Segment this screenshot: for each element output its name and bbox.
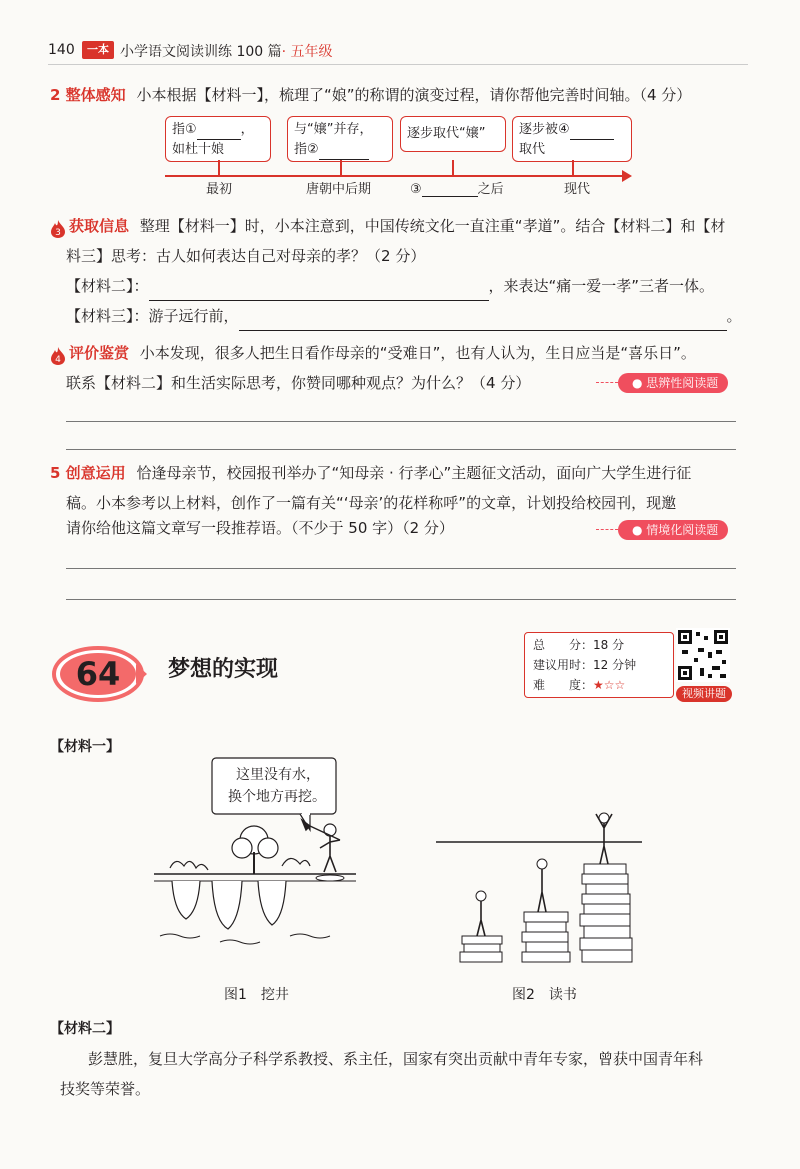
q2-heading [50,80,691,110]
answer-line[interactable] [66,599,736,600]
q3-m2-row [66,271,714,301]
qr-code-icon[interactable] [676,628,730,682]
speech-bubble-text [228,764,326,808]
timeline-box-4 [512,116,632,162]
answer-line[interactable] [66,421,736,422]
q3-line1 [50,211,725,241]
timeline-label: 最初 [206,182,233,197]
box4-text-b: 取代 [519,142,546,157]
fire-icon [50,218,66,236]
q3-line2: 料三】思考：古人如何表达自己对母亲的孝？（2 分） [66,247,426,265]
answer-line[interactable] [66,449,736,450]
bubble-line2: 换个地方再挖。 [228,789,326,805]
timeline-label-3 [410,178,504,197]
q5-line3: 请你给他这篇文章写一段推荐语。（不少于 50 字）（2 分） [66,519,454,537]
info-diff-label: 难 度： [533,678,594,692]
q4-line1 [50,338,696,368]
book-title-text: 小学语文阅读训练 100 篇 [120,44,282,60]
q4-line2: 联系【材料二】和生活实际思考，你赞同哪种观点？为什么？（4 分） [66,374,531,392]
q3-m3-blank[interactable] [239,312,727,331]
difficulty-stars: ★☆☆ [593,678,626,692]
q4-tag: ● 思辨性阅读题 [618,373,728,393]
q5-line2: 稿。小本参考以上材料，创作了一篇有关“‘母亲’的花样称呼”的文章，计划投给校园刊，现邀 [66,494,677,512]
page-number: 140 [48,42,75,58]
q4-text-1: 小本发现，很多人把生日看作母亲的“受难日”，也有人认为，生日应当是“喜乐日”。 [139,344,696,362]
q5-tag: ● 情境化阅读题 [618,520,728,540]
material2-heading: 【材料二】 [50,1021,120,1037]
q4-label: 评价鉴赏 [69,344,130,362]
figure1-caption: 图1 挖井 [224,987,289,1003]
figure2-caption: 图2 读书 [512,987,577,1003]
box1-text-a: 指① [172,122,197,137]
svg-text:3: 3 [55,227,61,238]
q4-tag-text: 思辨性阅读题 [646,376,719,390]
brand-badge: 一本 [82,41,114,59]
fire-icon [50,345,66,363]
q3-m3-row [66,301,742,331]
qr-caption: 视频讲题 [676,686,732,702]
blank-2[interactable] [319,141,369,160]
timeline-label-3-after: 之后 [477,182,504,197]
q5-line1 [50,458,691,488]
svg-text:4: 4 [55,354,61,365]
q3-m3-prefix: 【材料三】：游子远行前， [66,307,239,325]
material2-line1: 彭慧胜，复旦大学高分子科学系教授、系主任，国家有突出贡献中青年专家，曾获中国青年科 [88,1050,704,1068]
q2-label: 2 整体感知 [50,86,126,104]
timeline-arrow-icon [622,170,632,182]
timeline-box-1 [165,116,271,162]
q3-m2-prefix: 【材料二】： [66,277,149,295]
q5-tag-text: 情境化阅读题 [646,523,719,537]
box3-text: 逐步取代“嬢” [407,126,486,141]
info-difficulty [533,675,665,695]
q5-text-1: 恰逢母亲节，校园报刊举办了“知母亲 · 行孝心”主题征文活动，面向广大学生进行征 [136,464,692,482]
lesson-number: 64 [75,655,121,693]
timeline-tick [452,160,454,176]
q5-label: 5 创意运用 [50,464,126,482]
material2-line2: 技奖等荣誉。 [60,1080,151,1098]
timeline-tick [572,160,574,176]
timeline-label: 现代 [564,182,591,197]
timeline-tick [340,160,342,176]
q3-m2-suffix: ，来表达“痛一爱一孝”三者一体。 [488,277,715,295]
q3-m3-suffix: 。 [726,307,742,325]
q3-m2-blank[interactable] [149,282,489,301]
timeline-axis [165,175,625,177]
box1-text-b: 如杜十娘 [172,142,225,157]
box2-text-a: 与“嬢”并存， [294,122,373,137]
lesson-info-box [524,632,674,698]
header-divider [48,64,748,65]
timeline-label-3-num: ③ [410,182,422,197]
grade-text: · 五年级 [281,44,333,60]
box1-comma: ， [240,122,254,137]
lesson-title: 梦想的实现 [168,657,279,682]
box4-text-a: 逐步被④ [519,122,570,137]
info-total: 总 分：18 分 [533,638,625,652]
answer-line[interactable] [66,568,736,569]
timeline-box-2 [287,116,393,162]
timeline-box-3 [400,116,506,152]
blank-1[interactable] [197,121,241,140]
timeline-tick [218,160,220,176]
info-time: 建议用时：12 分钟 [533,658,637,672]
q2-prompt: 小本根据【材料一】，梳理了“娘”的称谓的演变过程，请你帮他完善时间轴。（4 分） [136,86,692,104]
q3-text-1: 整理【材料一】时，小本注意到，中国传统文化一直注重“孝道”。结合【材料二】和【材 [139,217,726,235]
blank-3[interactable] [422,182,478,197]
q3-label: 获取信息 [69,217,130,235]
material1-heading: 【材料一】 [50,739,120,755]
figure-reading-illustration [434,800,644,970]
bubble-line1: 这里没有水， [236,767,320,783]
timeline-label: 唐朝中后期 [306,182,372,197]
box2-text-b: 指② [294,142,319,157]
book-title [120,41,333,61]
blank-4[interactable] [570,121,614,140]
